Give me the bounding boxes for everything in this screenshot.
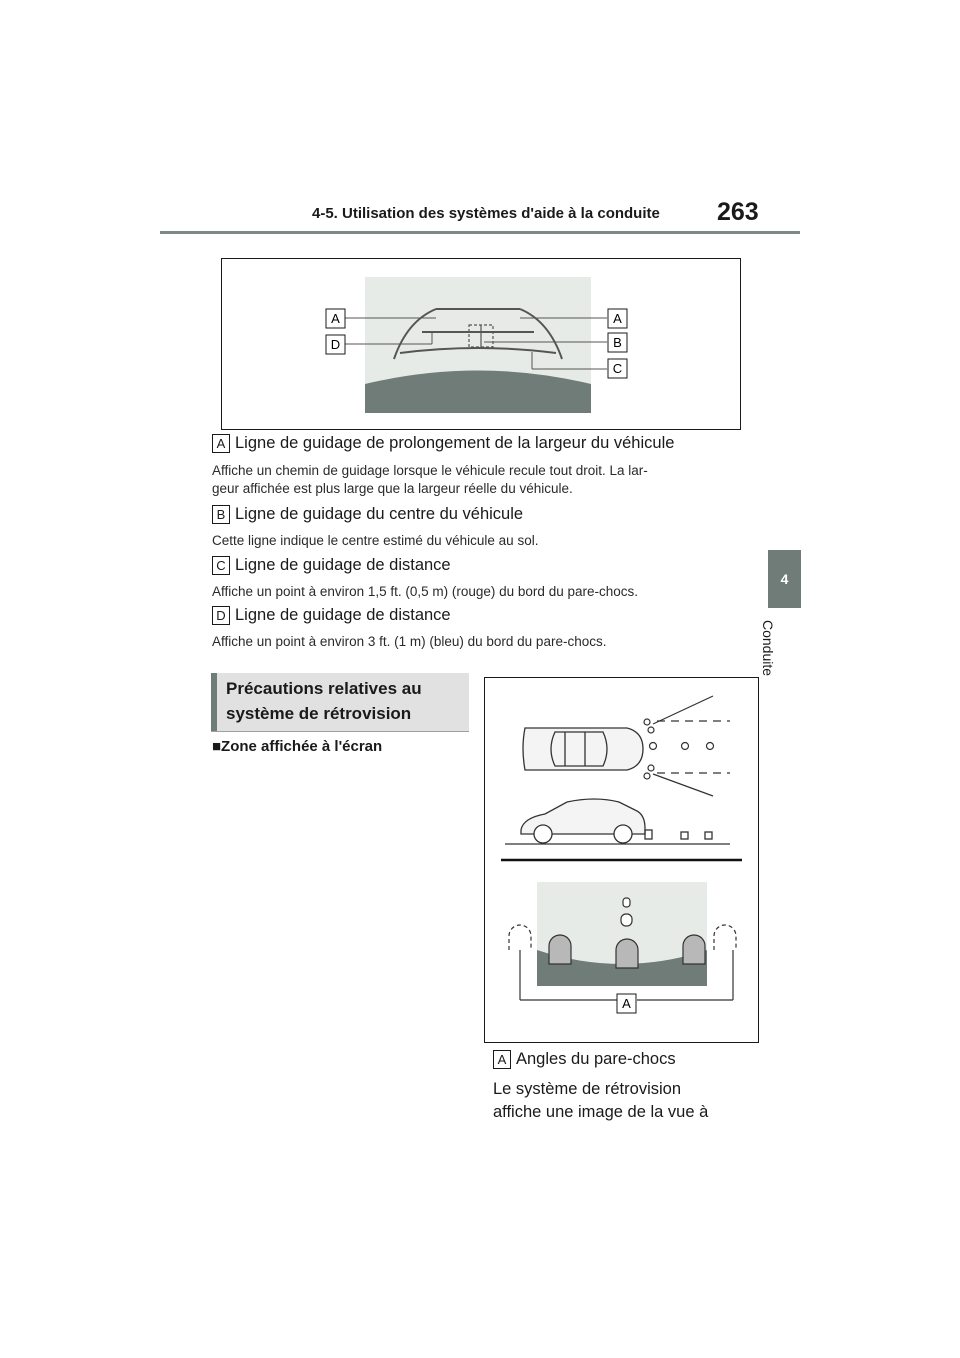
tag-a: A (212, 434, 230, 453)
display-area-figure (484, 677, 759, 1043)
caption-title: A Angles du pare-chocs (493, 1050, 676, 1069)
fig1-label-d: D (330, 337, 341, 352)
tag-c: C (212, 556, 230, 575)
subheading: ■Zone affichée à l'écran (212, 738, 383, 755)
section-divider (211, 731, 469, 732)
caption-body: Le système de rétrovision affiche une image de la vue à (493, 1080, 709, 1121)
page-number: 263 (717, 198, 759, 226)
item-a-desc: Affiche un chemin de guidage lorsque le véhicule recule tout droit. La lar- geur affichée est plus large que la largeur réelle du véhicule. (212, 463, 648, 496)
section-title: 4-5. Utilisation des systèmes d'aide à la conduite (312, 205, 660, 222)
item-a-title: A Ligne de guidage de prolongement de la largeur du véhicule (212, 434, 674, 453)
chapter-label: Conduite (760, 620, 776, 677)
tag-b: B (212, 505, 230, 524)
car-side-view (505, 799, 730, 844)
display-area-illustration (485, 678, 758, 1042)
item-c-desc: Affiche un point à environ 1,5 ft. (0,5 m) (rouge) du bord du pare-chocs. (212, 584, 638, 599)
item-b-desc: Cette ligne indique le centre estimé du véhicule au sol. (212, 533, 539, 548)
fig1-label-c: C (612, 361, 623, 376)
tag-d: D (212, 606, 230, 625)
car-top-view (523, 728, 643, 770)
chapter-number: 4 (780, 571, 789, 587)
guide-lines-figure (221, 258, 741, 430)
item-b-title: B Ligne de guidage du centre du véhicule (212, 505, 523, 524)
fig1-label-a-left: A (331, 311, 340, 326)
item-d-title: D Ligne de guidage de distance (212, 606, 451, 625)
item-d-desc: Affiche un point à environ 3 ft. (1 m) (bleu) du bord du pare-chocs. (212, 634, 607, 649)
fig1-label-a-right: A (613, 311, 622, 326)
camera-screen-illustration (222, 259, 740, 429)
caption-tag-a: A (493, 1050, 511, 1069)
fig2-label-a: A (622, 996, 631, 1011)
item-c-title: C Ligne de guidage de distance (212, 556, 451, 575)
section-heading: Précautions relatives au système de rétrovision (211, 673, 469, 731)
header-divider (160, 231, 800, 234)
chapter-tab[interactable] (768, 550, 801, 608)
fig1-label-b: B (613, 335, 622, 350)
